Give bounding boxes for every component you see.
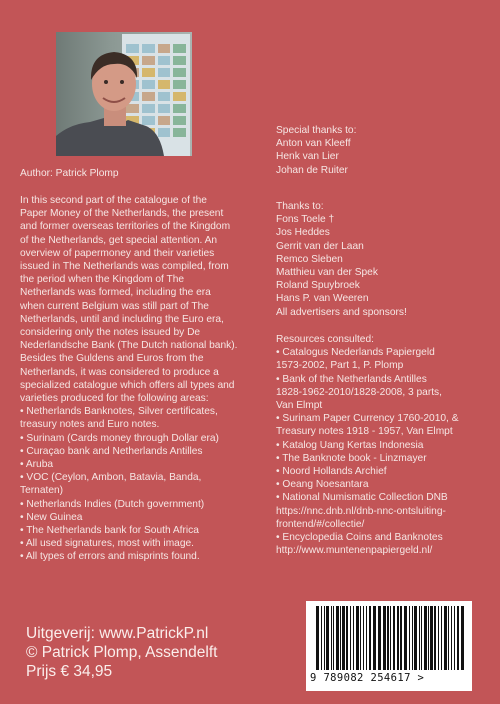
description-lines-line: • Netherlands Indies (Dutch government)	[20, 498, 205, 510]
author-photo	[56, 32, 192, 156]
description-lines-line: Netherlands was formed, including the era	[20, 287, 211, 299]
description-lines-line: Besides the Guldens and Euros from the	[20, 353, 204, 365]
resources-line: • Surinam Paper Currency 1760-2010, &	[276, 413, 459, 425]
description-lines-line: treasury notes and Euro notes.	[20, 419, 160, 431]
special-thanks-line: Special thanks to:	[276, 125, 357, 136]
description-lines-line: issued in The Netherlands was compiled, from	[20, 261, 229, 273]
description-lines-line: • All used signatures, most with image.	[20, 538, 195, 550]
resources-line: https://nnc.dnb.nl/dnb-nnc-ontsluiting-	[276, 505, 446, 517]
thanks-line: Thanks to:	[276, 201, 324, 212]
author-label: Author: Patrick Plomp	[20, 168, 119, 179]
publisher-info	[26, 624, 217, 681]
thanks-line: All advertisers and sponsors!	[276, 306, 407, 318]
resources-line: Van Elmpt	[276, 400, 323, 412]
description-lines-line: overview of papermoney and their varieties	[20, 247, 215, 259]
description-lines-line: • VOC (Ceylon, Ambon, Batavia, Banda,	[20, 472, 202, 484]
description-lines-line: • New Guinea	[20, 511, 83, 523]
publisher-lines-line: Uitgeverij: www.PatrickP.nl	[26, 625, 209, 642]
thanks-line: Matthieu van der Spek	[276, 267, 378, 279]
special-thanks-line: Johan de Ruiter	[276, 164, 348, 176]
special-thanks	[276, 124, 356, 177]
description-lines-line: Netherlands, until and including the Euro era,	[20, 313, 224, 325]
resources-line: Resources consulted:	[276, 334, 374, 345]
description-lines-line: and former overseas territories of the Kingdom	[20, 221, 231, 233]
isbn-barcode	[306, 601, 472, 691]
thanks-line: Fons Toele †	[276, 214, 335, 226]
resources-line: 1828-1962-2010/1828-2008, 3 parts,	[276, 386, 442, 398]
resources-line: • The Banknote book - Linzmayer	[276, 452, 427, 464]
description-lines-line: In this second part of the catalogue of the	[20, 195, 207, 206]
description-lines-line: of the Netherlands, get special attention. An	[20, 234, 218, 246]
resources-line: • National Numismatic Collection DNB	[276, 492, 448, 504]
resources-line: frontend/#/collectie/	[276, 518, 365, 530]
description-lines-line: Netherlands, it was considered to produce a	[20, 366, 219, 378]
description-lines-line: when current Belgium was still part of The	[20, 300, 209, 312]
resources-line: http://www.muntenenpapiergeld.nl/	[276, 545, 433, 557]
description-lines-line: • Curaçao bank and Netherlands Antilles	[20, 445, 203, 457]
person-figure	[56, 32, 192, 156]
publisher-lines-line: © Patrick Plomp, Assendelft	[26, 644, 218, 661]
description-lines-line: Ternaten)	[20, 485, 64, 497]
thanks-line: Gerrit van der Laan	[276, 240, 364, 252]
resources-line: • Oeang Noesantara	[276, 479, 369, 491]
thanks-list	[276, 200, 407, 319]
resources-line: • Encyclopedia Coins and Banknotes	[276, 532, 443, 544]
special-thanks-line: Henk van Lier	[276, 151, 339, 163]
resources-line: • Catalogus Nederlands Papiergeld	[276, 347, 435, 359]
special-thanks-line: Anton van Kleeff	[276, 138, 351, 150]
resources-list	[276, 333, 459, 557]
publisher-lines-line: Prijs € 34,95	[26, 663, 113, 680]
description-lines-line: specialized catalogue which offers all types and	[20, 379, 235, 391]
thanks-line: Jos Heddes	[276, 227, 330, 239]
resources-line: • Noord Hollands Archief	[276, 466, 387, 478]
description-lines-line: • Netherlands Banknotes, Silver certificates,	[20, 406, 218, 418]
description-lines-line: the period when the Kingdom of The	[20, 274, 185, 286]
barcode-digits: 9 789082 254617 >	[310, 672, 425, 684]
resources-line: 1573-2002, Part 1, P. Plomp	[276, 360, 404, 372]
description-lines-line: Nederlandsche Bank (The Dutch national bank).	[20, 340, 238, 352]
thanks-line: Remco Sleben	[276, 253, 343, 265]
description-lines-line: • Surinam (Cards money through Dollar era)	[20, 432, 219, 444]
description-lines-line: Paper Money of the Netherlands, the present	[20, 208, 224, 220]
description-lines-line: • The Netherlands bank for South Africa	[20, 525, 199, 537]
resources-line: Treasury notes 1918 - 1957, Van Elmpt	[276, 426, 453, 438]
thanks-line: Hans P. van Weeren	[276, 293, 369, 305]
thanks-line: Roland Spuybroek	[276, 280, 360, 292]
description-lines-line: varieties produced for the following areas:	[20, 393, 209, 405]
resources-line: • Katalog Uang Kertas Indonesia	[276, 439, 424, 451]
description-lines-line: considering only the notes issued by De	[20, 327, 201, 339]
description-lines-line: • Aruba	[20, 459, 54, 471]
description-lines-line: • All types of errors and misprints found.	[20, 551, 200, 563]
description	[20, 194, 237, 564]
resources-line: • Bank of the Netherlands Antilles	[276, 373, 427, 385]
